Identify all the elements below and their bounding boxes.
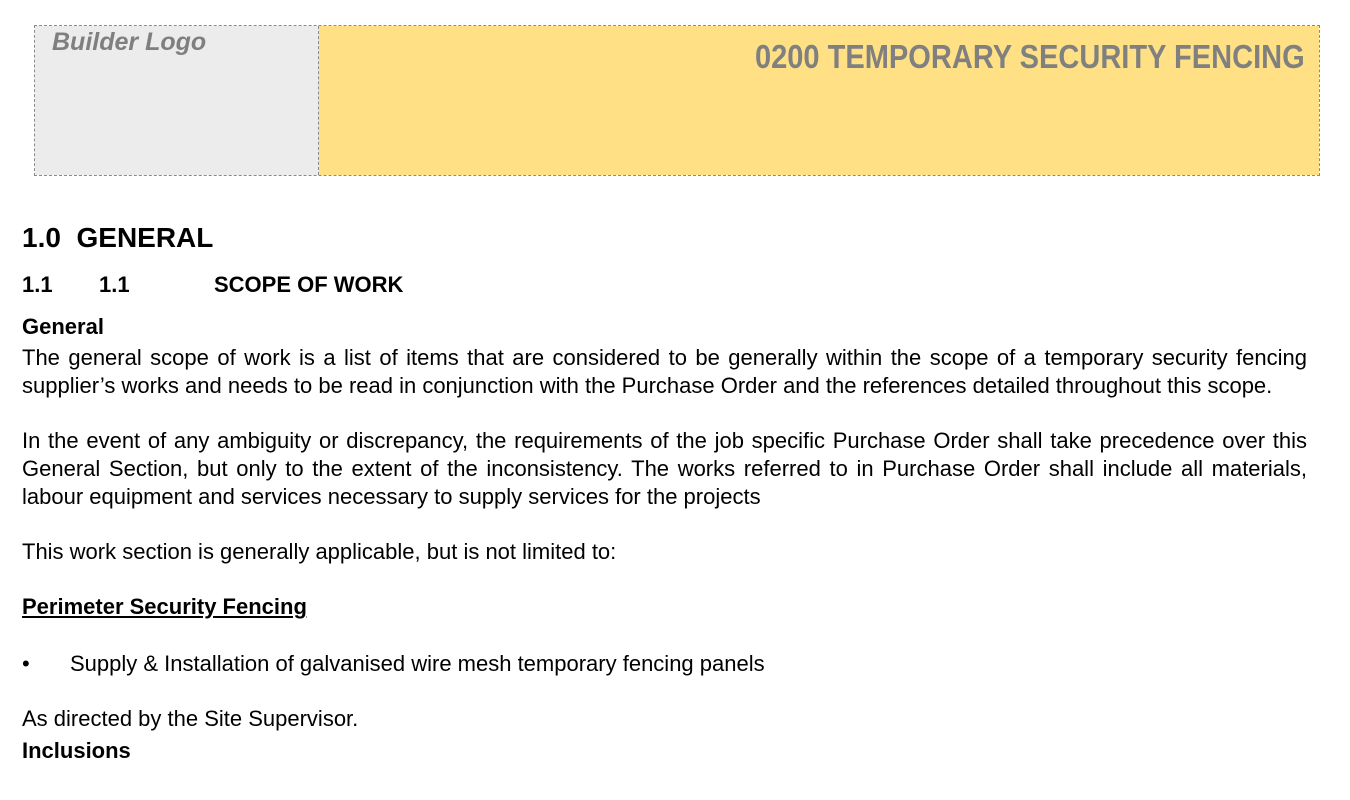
logo-cell — [35, 26, 319, 175]
bullet-icon: • — [22, 650, 30, 676]
perimeter-security-heading: Perimeter Security Fencing — [22, 594, 307, 620]
document-body — [22, 216, 1307, 769]
title-cell — [319, 26, 1319, 175]
paragraph-scope: The general scope of work is a list of items that are considered to be generally within the scope of a temporary security fencing supplier’s works and needs to be read in conjunction with the Purchase Order and the references detailed throughout this scope. — [22, 345, 1307, 398]
subsection-title: SCOPE OF WORK — [214, 272, 404, 297]
subsection-number: 1.1 — [22, 272, 53, 297]
list-item-text: Supply & Installation of galvanised wire mesh temporary fencing panels — [70, 650, 765, 676]
subsection-heading — [22, 260, 1307, 310]
list-item — [22, 650, 1307, 678]
section-heading: 1.0 GENERAL — [22, 222, 214, 253]
general-heading: General — [22, 314, 104, 339]
inclusions-heading: Inclusions — [22, 738, 131, 764]
paragraph-ambiguity: In the event of any ambiguity or discrepancy, the requirements of the job specific Purchase Order shall take precedence over this General Section, but only to the extent of the inconsistency. The works referred to in Purchase Order shall include all materials, labour equipment and services necessary to supply services for the projects — [22, 428, 1307, 509]
subsection-number-duplicate: 1.1 — [99, 272, 130, 297]
paragraph-directed: As directed by the Site Supervisor. — [22, 706, 359, 732]
paragraph-applicability: This work section is generally applicable, but is not limited to: — [22, 538, 617, 564]
builder-logo: Builder Logo — [52, 28, 207, 56]
document-title: 0200 TEMPORARY SECURITY FENCING — [755, 38, 1305, 75]
header-table — [34, 25, 1320, 176]
